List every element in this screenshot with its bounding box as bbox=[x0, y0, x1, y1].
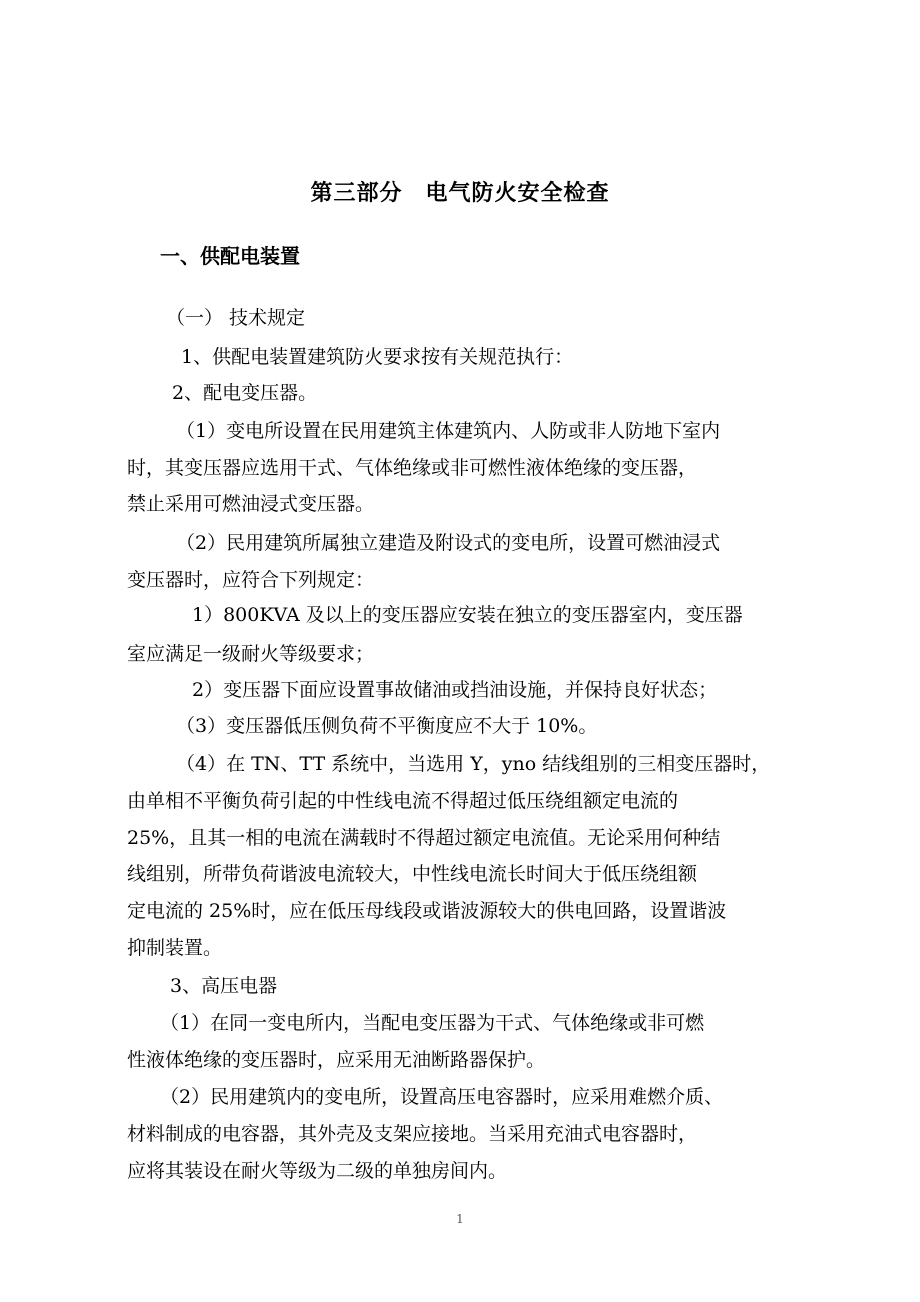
paragraph-line: （2）民用建筑内的变电所，设置高压电容器时，应采用难燃介质、 bbox=[160, 1086, 724, 1108]
paragraph-line: 2）变压器下面应设置事故储油或挡油设施，并保持良好状态； bbox=[192, 679, 718, 701]
paragraph-line: 2、配电变压器。 bbox=[172, 382, 318, 404]
page-number: 1 bbox=[456, 1212, 464, 1226]
paragraph-line: 室应满足一级耐火等级要求； bbox=[127, 643, 375, 665]
paragraph-line: （3）变压器低压侧负荷不平衡度应不大于 10%。 bbox=[176, 715, 598, 737]
document-title: 第三部分 电气防火安全检查 bbox=[310, 181, 610, 206]
paragraph-line: 线组别，所带负荷谐波电流较大，中性线电流长时间大于低压绕组额 bbox=[127, 863, 698, 885]
paragraph-line: 应将其装设在耐火等级为二级的单独房间内。 bbox=[127, 1160, 508, 1182]
paragraph-line: （4）在 TN、TT 系统中，当选用 Y，yno 结线组别的三相变压器时， bbox=[176, 753, 771, 775]
paragraph-line: 1）800KVA 及以上的变压器应安装在独立的变压器室内，变压器 bbox=[192, 604, 743, 626]
paragraph-line: 定电流的 25%时，应在低压母线段或谐波源较大的供电回路，设置谐波 bbox=[127, 900, 727, 922]
subsection-heading: （一） 技术规定 bbox=[166, 307, 306, 329]
paragraph-line: （1）变电所设置在民用建筑主体建筑内、人防或非人防地下室内 bbox=[176, 420, 721, 442]
paragraph-line: 抑制装置。 bbox=[127, 937, 223, 959]
section-heading: 一、供配电装置 bbox=[160, 244, 300, 268]
paragraph-line: 禁止采用可燃油浸式变压器。 bbox=[127, 493, 375, 515]
paragraph-line: 时，其变压器应选用干式、气体绝缘或非可燃性液体绝缘的变压器， bbox=[127, 457, 698, 479]
paragraph-line: 性液体绝缘的变压器时，应采用无油断路器保护。 bbox=[127, 1049, 546, 1071]
paragraph-line: （2）民用建筑所属独立建造及附设式的变电所，设置可燃油浸式 bbox=[176, 532, 721, 554]
paragraph-line: 3、高压电器 bbox=[170, 975, 278, 997]
paragraph-line: 25%，且其一相的电流在满载时不得超过额定电流值。无论采用何种结 bbox=[127, 827, 721, 849]
paragraph-line: 变压器时，应符合下列规定： bbox=[127, 569, 375, 591]
paragraph-line: 由单相不平衡负荷引起的中性线电流不得超过低压绕组额定电流的 bbox=[127, 790, 679, 812]
paragraph-line: 材料制成的电容器，其外壳及支架应接地。当采用充油式电容器时， bbox=[127, 1123, 698, 1145]
paragraph-line: 1、供配电装置建筑防火要求按有关规范执行： bbox=[181, 346, 574, 368]
paragraph-line: （1）在同一变电所内，当配电变压器为干式、气体绝缘或非可燃 bbox=[160, 1012, 705, 1034]
